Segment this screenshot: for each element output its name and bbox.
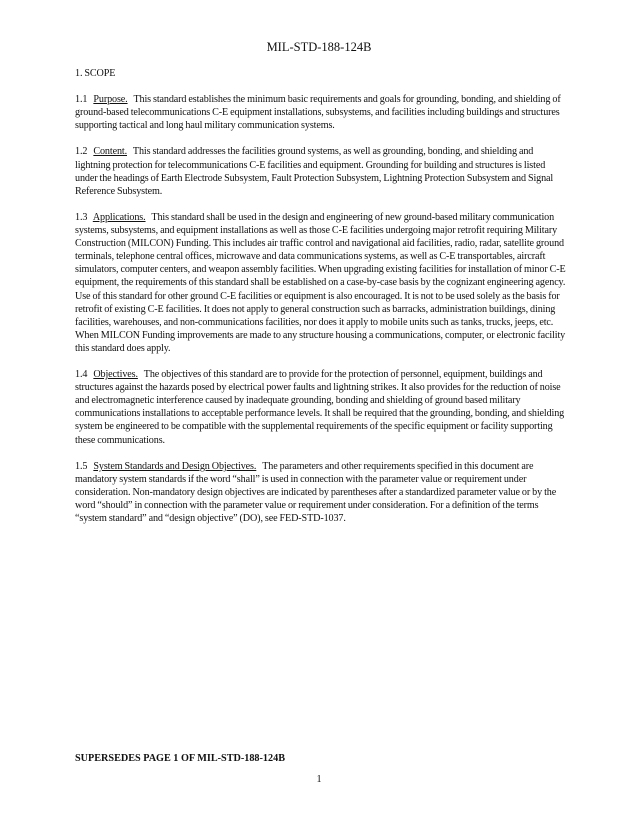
paragraph-heading: Content. bbox=[93, 146, 127, 158]
paragraph-number: 1.4 bbox=[75, 369, 88, 381]
paragraph-purpose bbox=[75, 93, 567, 132]
paragraph-text: The objectives of this standard are to provide for the protection of personnel, equipment, buildings and structures against the hazards posed by electrical power faults and lightning strikes. It also provides for the reduction of noise and electromagnetic interference caused by inadequate grounding, bonding and shielding of ground based military communications installations to acceptable performance levels. It shall be required that the grounding, bonding, and shielding system be engineered to be compatible with the supplemental requirements of the specific equipment or facility supporting these communications. bbox=[75, 369, 565, 446]
document-header: MIL-STD-188-124B bbox=[266, 40, 372, 54]
supersedes-note: SUPERSEDES PAGE 1 OF MIL-STD-188-124B bbox=[75, 753, 285, 764]
paragraph-heading: System Standards and Design Objectives. bbox=[93, 460, 257, 472]
paragraph-heading: Purpose. bbox=[93, 94, 128, 106]
document-body bbox=[75, 67, 567, 538]
page-number: 1 bbox=[316, 774, 322, 785]
paragraph-number: 1.2 bbox=[75, 146, 88, 158]
paragraph-objectives bbox=[75, 368, 567, 447]
paragraph-text: This standard addresses the facilities ground systems, as well as grounding, bonding, and shielding and lightning protection for telecommunications C-E facilities and equipment. Grounding for building and structures is listed under the headings of Earth Electrode Subsystem, Fault Protection Subsystem, Lightning Protection Subsystem and Signal Reference Subsystem. bbox=[75, 146, 554, 197]
paragraph-text: This standard establishes the minimum basic requirements and goals for grounding, bonding, and shielding of ground-based telecommunications C-E equipment installations, subsystems, and facilities including buildings and structures supporting tactical and long haul military communication systems. bbox=[75, 94, 561, 132]
paragraph-system-standards bbox=[75, 460, 567, 525]
paragraph-text: The parameters and other requirements specified in this document are mandatory system standards if the word “shall” is used in connection with the parameter value or requirement under consideration. Non-mandatory design objectives are indicated by parentheses after a standardized parameter value or by the word “should” in connection with the parameter value or requirement under consideration. For a definition of the terms “system standard” and “design objective” (DO), see FED-STD-1037. bbox=[75, 460, 557, 525]
paragraph-content bbox=[75, 145, 567, 197]
paragraph-applications bbox=[75, 211, 567, 355]
paragraph-heading: Applications. bbox=[92, 211, 146, 223]
paragraph-heading: Objectives. bbox=[93, 369, 138, 381]
paragraph-text: This standard shall be used in the design and engineering of new ground-based military communication systems, subsystems, and equipment installations as well as those C-E facilities undergoing major retrofit requiring Military Construction (MILCON) Funding. This includes air traffic control and navigational aid facilities, radio, radar, satellite ground terminals, telephone central offices, microwave and data communications systems, as well as C-E transportables, aircraft simulators, computer centers, and weapon assembly facilities. When upgrading existing facilities for installation of minor C-E equipment, the requirements of this standard shall be established on a case-by-case basis by the cognizant engineering agency. Use of this standard for other ground C-E facilities or equipment is also encouraged. It is not to be used solely as the basis for retrofit of existing C-E facilities. It does not apply to general construction such as barracks, administration buildings, dining facilities, warehouses, and non-communications facilities, nor does it apply to mobile units such as tanks, trucks, jeeps, etc. When MILCON Funding improvements are made to any structure housing a communications, computer, or electronic facility this standard does apply. bbox=[75, 211, 566, 354]
paragraph-number: 1.3 bbox=[75, 211, 88, 223]
paragraph-number: 1.1 bbox=[75, 94, 88, 106]
paragraph-number: 1.5 bbox=[75, 460, 88, 472]
section-title: 1. SCOPE bbox=[75, 68, 116, 79]
